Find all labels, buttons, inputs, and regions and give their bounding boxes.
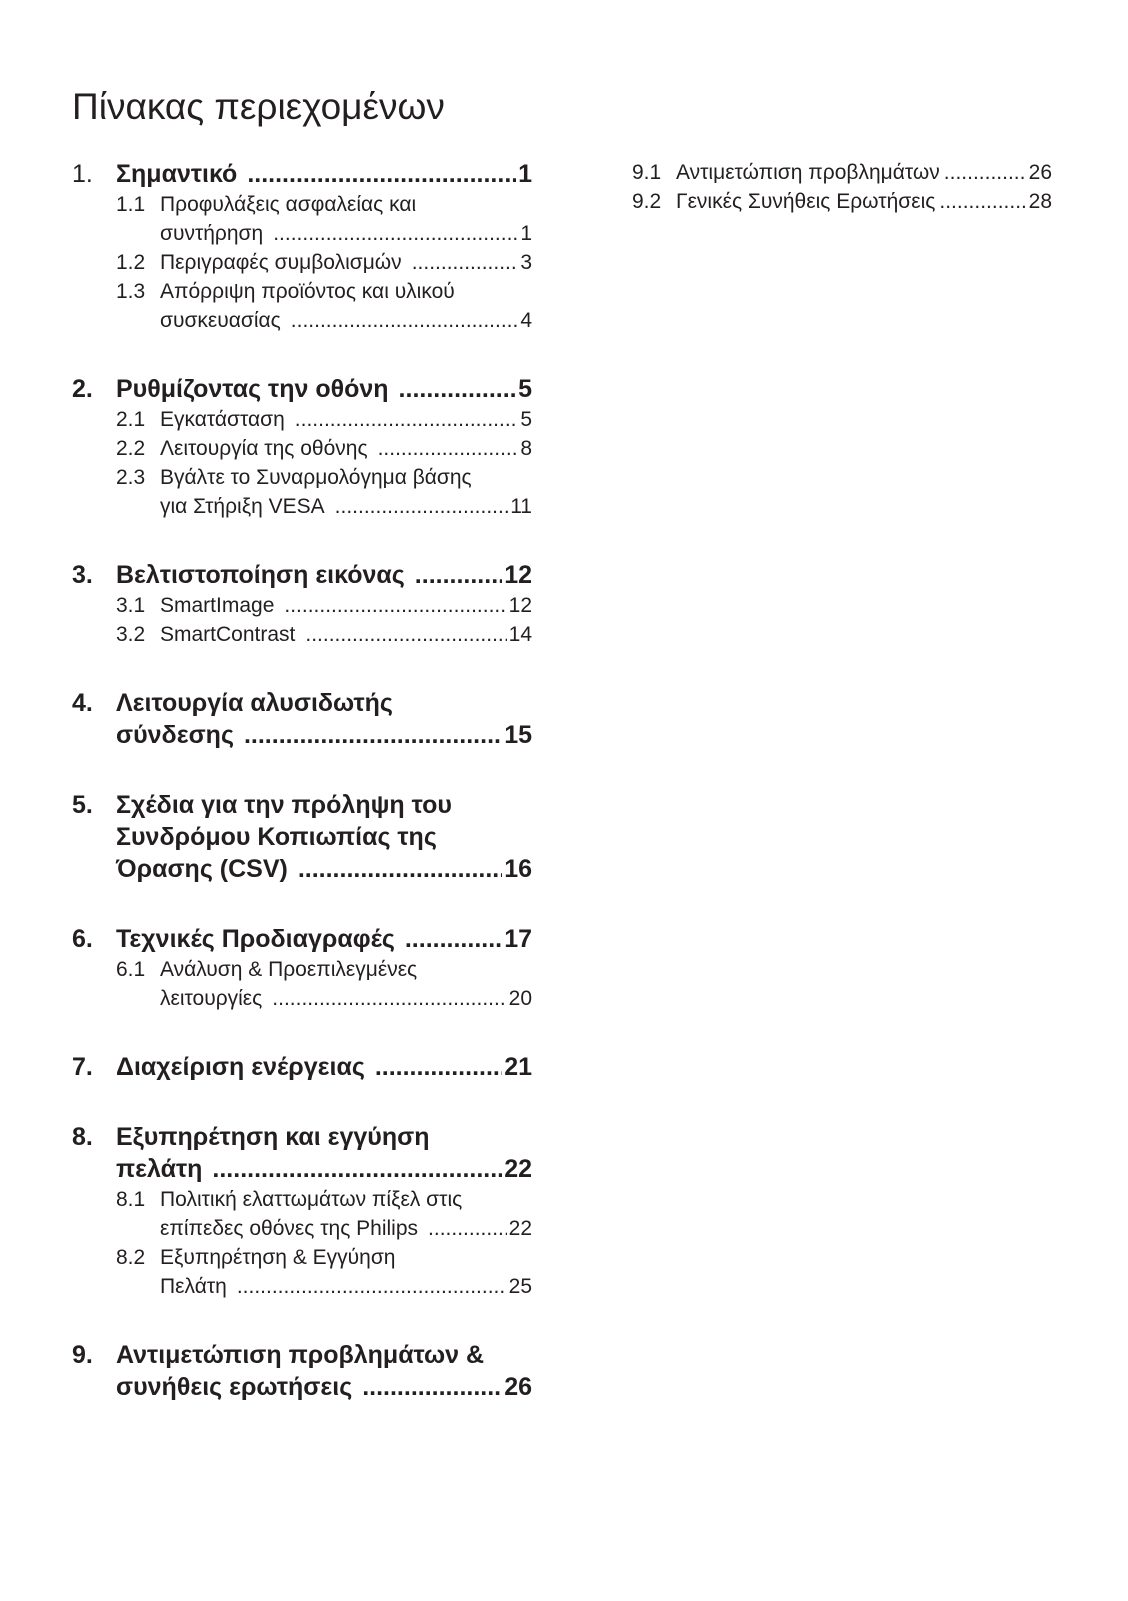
- toc-section-heading: [72, 158, 532, 190]
- toc-page-number: 26: [504, 1373, 532, 1401]
- dot-leader: [412, 248, 519, 277]
- toc-section-heading: [72, 923, 532, 955]
- toc-page-number: 1: [518, 160, 532, 188]
- toc-entry-line: [160, 463, 532, 492]
- toc-page-number: 1: [520, 222, 532, 245]
- toc-entry-line: [116, 789, 532, 821]
- toc-entry-line-with-page: [160, 219, 532, 248]
- toc-entry-title: Εξυπηρέτηση & Εγγύηση: [160, 1246, 396, 1269]
- toc-entry-title: Συνδρόμου Κοπιωπίας της: [116, 823, 437, 851]
- toc-section: [72, 789, 532, 885]
- toc-entry-line-with-page: [116, 719, 532, 751]
- dot-leader: [295, 405, 519, 434]
- toc-page-number: 12: [508, 594, 532, 617]
- toc-entry-title: Βελτιστοποίηση εικόνας: [116, 561, 405, 589]
- toc-entry-line: [116, 687, 532, 719]
- toc-page-number: 3: [520, 251, 532, 274]
- toc-page-number: 22: [508, 1217, 532, 1240]
- dot-leader: [335, 492, 509, 521]
- toc-section: [72, 158, 532, 335]
- toc-subsection-body: [160, 955, 532, 1013]
- toc-entry-line-with-page: [676, 158, 1052, 187]
- toc-page-number: 16: [504, 855, 532, 883]
- toc-section-number: 1.: [72, 160, 93, 188]
- toc-section-body: [116, 1339, 532, 1403]
- toc-entry-line-with-page: [160, 1272, 532, 1301]
- toc-entry-line-with-page: [160, 620, 532, 649]
- toc-entry-line-with-page: [160, 1214, 532, 1243]
- toc-page-number: 21: [504, 1053, 532, 1081]
- toc-entry-title: Αντιμετώπιση προβλημάτων: [676, 161, 940, 184]
- toc-entry-title: Λειτουργία αλυσιδωτής: [116, 689, 393, 717]
- toc-entry-title: Περιγραφές συμβολισμών: [160, 251, 402, 274]
- toc-page-number: 20: [508, 987, 532, 1010]
- toc-subsection-number: 3.2: [116, 623, 146, 646]
- dot-leader: [939, 187, 1026, 216]
- dot-leader: [272, 984, 506, 1013]
- toc-entry-line: [116, 821, 532, 853]
- toc-column-left: [72, 158, 532, 1441]
- toc-subsection-number: 2.2: [116, 437, 146, 460]
- toc-subsection-number: 8.2: [116, 1246, 146, 1269]
- dot-leader: [399, 373, 517, 405]
- toc-section: [72, 1051, 532, 1083]
- dot-leader: [415, 559, 502, 591]
- toc-section: [72, 687, 532, 751]
- toc-entry-line-with-page: [116, 1051, 532, 1083]
- toc-entry-line-with-page: [160, 492, 532, 521]
- toc-section-number: 6.: [72, 925, 93, 953]
- toc-entry-line: [160, 1185, 532, 1214]
- dot-leader: [212, 1153, 502, 1185]
- toc-subsection-body: [160, 1185, 532, 1243]
- toc-subsection: [72, 190, 532, 248]
- page-title: Πίνακας περιεχομένων: [72, 86, 445, 127]
- toc-subsection: [72, 405, 532, 434]
- toc-section: [72, 1121, 532, 1301]
- toc-section-body: [116, 923, 532, 955]
- toc-page-number: 28: [1028, 190, 1052, 213]
- toc-subsection: [72, 1185, 532, 1243]
- toc-section-number: 3.: [72, 561, 93, 589]
- toc-section-body: [116, 1051, 532, 1083]
- toc-subsection-body: [160, 1243, 532, 1301]
- toc-section-body: [116, 158, 532, 190]
- toc-subsection-body: [160, 463, 532, 521]
- toc-entry-title: Προφυλάξεις ασφαλείας και: [160, 193, 417, 216]
- toc-entry-line-with-page: [160, 306, 532, 335]
- dot-leader: [247, 158, 516, 190]
- toc-entry-title: Γενικές Συνήθεις Ερωτήσεις: [676, 190, 936, 213]
- toc-entry-title: Διαχείριση ενέργειας: [116, 1053, 365, 1081]
- toc-entry-title: Πελάτη: [160, 1275, 227, 1298]
- toc-subsection: [72, 434, 532, 463]
- toc-section: [72, 373, 532, 521]
- toc-column-right: [632, 158, 1052, 216]
- toc-entry-line: [160, 1243, 532, 1272]
- toc-section-heading: [72, 559, 532, 591]
- toc-entry-title: Αντιμετώπιση προβλημάτων &: [116, 1341, 485, 1369]
- toc-entry-line: [160, 277, 532, 306]
- toc-subsection-number: 6.1: [116, 958, 146, 981]
- dot-leader: [405, 923, 502, 955]
- toc-entry-line-with-page: [160, 434, 532, 463]
- toc-entry-line-with-page: [116, 923, 532, 955]
- toc-page-number: 22: [504, 1155, 532, 1183]
- toc-page-number: 5: [520, 408, 532, 431]
- toc-subsection-body: [160, 190, 532, 248]
- toc-entry-title: Σχέδια για την πρόληψη του: [116, 791, 452, 819]
- dot-leader: [284, 591, 506, 620]
- toc-section: [72, 1339, 532, 1403]
- toc-subsection: [72, 955, 532, 1013]
- toc-section-body: [116, 687, 532, 751]
- toc-entry-title: Εξυπηρέτηση και εγγύηση: [116, 1123, 430, 1151]
- dot-leader: [273, 219, 518, 248]
- dot-leader: [305, 620, 506, 649]
- dot-leader: [375, 1051, 502, 1083]
- toc-subsection-number: 2.3: [116, 466, 146, 489]
- toc-section-heading: [72, 1339, 532, 1403]
- toc-entry-line-with-page: [160, 591, 532, 620]
- toc-entry-title: συντήρηση: [160, 222, 264, 245]
- toc-section: [72, 923, 532, 1013]
- toc-page-number: 8: [520, 437, 532, 460]
- toc-entry-line: [116, 1121, 532, 1153]
- toc-section-body: [116, 373, 532, 405]
- dot-leader: [237, 1272, 507, 1301]
- toc-entry-title: σύνδεσης: [116, 721, 234, 749]
- toc-subsection: [72, 463, 532, 521]
- toc-entry-line-with-page: [676, 187, 1052, 216]
- toc-entry-line-with-page: [160, 984, 532, 1013]
- toc-subsection-number: 1.3: [116, 280, 146, 303]
- toc-entry-title: συνήθεις ερωτήσεις: [116, 1373, 353, 1401]
- toc-subsection-number: 1.1: [116, 193, 146, 216]
- toc-section-number: 4.: [72, 689, 93, 717]
- toc-section-number: 9.: [72, 1341, 93, 1369]
- toc-subsection-number: 9.1: [632, 161, 662, 184]
- toc-section-number: 5.: [72, 791, 93, 819]
- toc-entry-line-with-page: [116, 373, 532, 405]
- toc-subsection-number: 8.1: [116, 1188, 146, 1211]
- toc-entry-title: SmartImage: [160, 594, 275, 617]
- dot-leader: [362, 1371, 502, 1403]
- toc-subsection: [72, 591, 532, 620]
- toc-page-number: 26: [1028, 161, 1052, 184]
- toc-entry-title: για Στήριξη VESA: [160, 495, 325, 518]
- toc-subsection: [72, 1243, 532, 1301]
- toc-entry-line-with-page: [160, 248, 532, 277]
- toc-entry-line-with-page: [116, 559, 532, 591]
- toc-subsection-body: [160, 277, 532, 335]
- toc-entry-line: [116, 1339, 532, 1371]
- toc-page-number: 5: [518, 375, 532, 403]
- toc-entry-title: Λειτουργία της οθόνης: [160, 437, 368, 460]
- toc-page-number: 14: [508, 623, 532, 646]
- toc-entry-title: συσκευασίας: [160, 309, 281, 332]
- toc-section-body: [116, 559, 532, 591]
- toc-page-number: 12: [504, 561, 532, 589]
- toc-subsection: [632, 187, 1052, 216]
- toc-subsection-number: 1.2: [116, 251, 146, 274]
- toc-entry-title: SmartContrast: [160, 623, 296, 646]
- dot-leader: [944, 158, 1027, 187]
- toc-page-number: 11: [510, 495, 532, 518]
- toc-entry-title: πελάτη: [116, 1155, 203, 1183]
- toc-entry-title: Όρασης (CSV): [116, 855, 288, 883]
- toc-subsection-body: [160, 248, 532, 277]
- toc-subsection-number: 3.1: [116, 594, 146, 617]
- toc-subsection-body: [160, 620, 532, 649]
- toc-entry-title: Ρυθμίζοντας την οθόνη: [116, 375, 389, 403]
- dot-leader: [428, 1214, 507, 1243]
- toc-entry-line-with-page: [116, 158, 532, 190]
- toc-entry-title: Τεχνικές Προδιαγραφές: [116, 925, 395, 953]
- toc-subsection: [72, 277, 532, 335]
- toc-section-heading: [72, 789, 532, 885]
- toc-entry-title: Εγκατάσταση: [160, 408, 285, 431]
- dot-leader: [298, 853, 502, 885]
- toc-entry-title: επίπεδες οθόνες της Philips: [160, 1217, 419, 1240]
- toc-entry-title: λειτουργίες: [160, 987, 263, 1010]
- toc-section-body: [116, 789, 532, 885]
- toc-section-heading: [72, 1121, 532, 1185]
- toc-entry-line: [160, 955, 532, 984]
- toc-page-number: 17: [504, 925, 532, 953]
- toc-page-number: 4: [520, 309, 532, 332]
- toc-subsection: [632, 158, 1052, 187]
- toc-page-number: 25: [508, 1275, 532, 1298]
- dot-leader: [244, 719, 502, 751]
- toc-subsection: [72, 620, 532, 649]
- dot-leader: [291, 306, 519, 335]
- toc-entry-line-with-page: [116, 853, 532, 885]
- toc-subsection-number: 9.2: [632, 190, 662, 213]
- toc-entry-line-with-page: [160, 405, 532, 434]
- toc-section-number: 2.: [72, 375, 93, 403]
- toc-entry-title: Απόρριψη προϊόντος και υλικού: [160, 280, 455, 303]
- toc-section-heading: [72, 687, 532, 751]
- toc-subsection-body: [160, 405, 532, 434]
- toc-section-number: 7.: [72, 1053, 93, 1081]
- toc-entry-line-with-page: [116, 1153, 532, 1185]
- toc-subsection-body: [160, 434, 532, 463]
- dot-leader: [378, 434, 519, 463]
- toc-subsection-body: [160, 591, 532, 620]
- toc-page-number: 15: [504, 721, 532, 749]
- toc-entry-title: Πολιτική ελαττωμάτων πίξελ στις: [160, 1188, 463, 1211]
- toc-subsection-body: [676, 187, 1052, 216]
- toc-subsection-number: 2.1: [116, 408, 146, 431]
- toc-subsection: [72, 248, 532, 277]
- toc-section-body: [116, 1121, 532, 1185]
- toc-section: [72, 559, 532, 649]
- toc-entry-title: Ανάλυση & Προεπιλεγμένες: [160, 958, 418, 981]
- toc-section-heading: [72, 373, 532, 405]
- toc-entry-line: [160, 190, 532, 219]
- toc-section-heading: [72, 1051, 532, 1083]
- toc-entry-title: Σημαντικό: [116, 160, 238, 188]
- toc-subsection-body: [676, 158, 1052, 187]
- toc-entry-title: Βγάλτε το Συναρμολόγημα βάσης: [160, 466, 472, 489]
- toc-entry-line-with-page: [116, 1371, 532, 1403]
- toc-section-number: 8.: [72, 1123, 93, 1151]
